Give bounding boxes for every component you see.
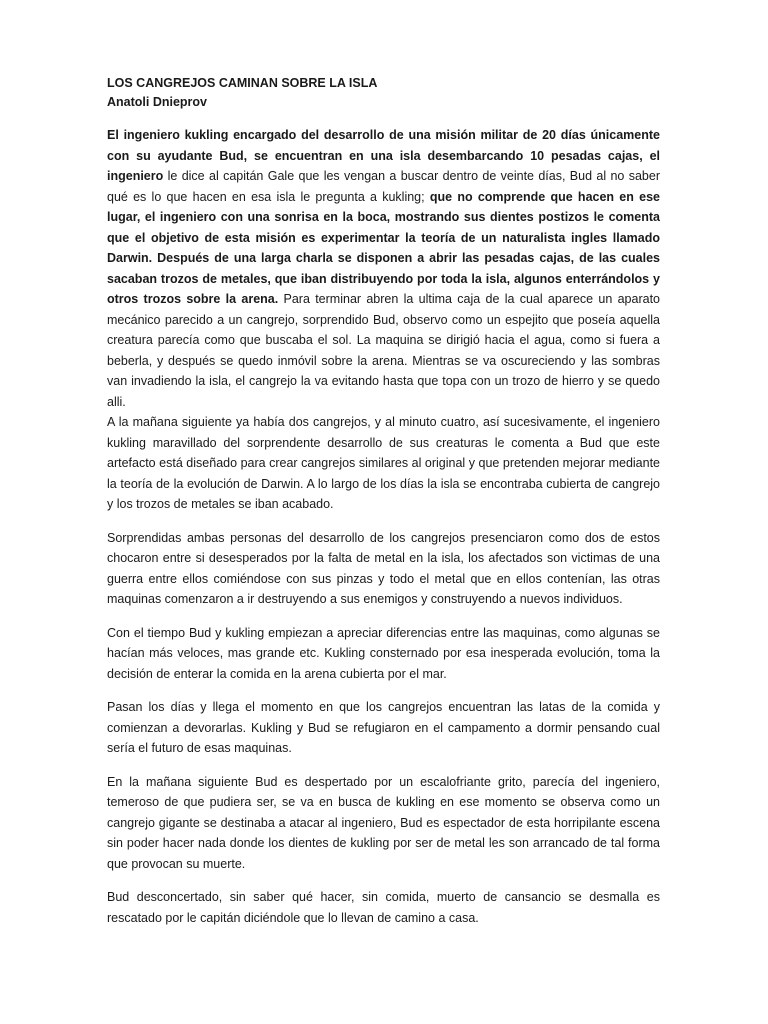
paragraph-1-bold-part-2: que no comprende que hacen en ese lugar, el ingeniero con una sonrisa en la boca, mostrando sus dientes postizos le comenta que el objetivo de esta misión es experimentar la teoría de un naturalista ingles llamado Darwin. Después de una larga charla se disponen a abrir las pesadas cajas, de las cuales sacaban trozos de metales, que iban distribuyendo por toda la isla, algunos enterrándolos y otros trozos sobre la arena. xyxy=(107,189,660,306)
paragraph-1-normal-part-2: Para terminar abren la ultima caja de la cual aparece un aparato mecánico parecido a un cangrejo, sorprendido Bud, observo como un espejito que poseía aquella creatura parecía como que buscaba el sol. La maquina se dirigió hacia el agua, como si fuera a beberla, y después se quedo inmóvil sobre la arena. Mientras se va oscureciendo y las sombras van invadiendo la isla, el cangrejo la va evitando hasta que topa con un trozo de hierro y se quedo alli. xyxy=(107,292,660,409)
paragraph-7: Bud desconcertado, sin saber qué hacer, sin comida, muerto de cansancio se desmalla es rescatado por le capitán diciéndole que lo llevan de camino a casa. xyxy=(107,890,660,925)
document-author: Anatoli Dnieprov xyxy=(107,95,208,109)
paragraph-5: Pasan los días y llega el momento en que los cangrejos encuentran las latas de la comida y comienzan a devorarlas. Kukling y Bud se refugiaron en el campamento a dormir pensando cual sería el futuro de esas maquinas. xyxy=(107,700,660,755)
paragraph-3: Sorprendidas ambas personas del desarrollo de los cangrejos presenciaron como dos de estos chocaron entre si desesperados por la falta de metal en la isla, los afectados son victimas de una guerra entre ellos comiéndose con sus pinzas y todo el metal que en ellos contenían, las otras maquinas comenzaron a ir destruyendo a sus enemigos y construyendo a nuevos individuos. xyxy=(107,530,660,606)
paragraph-1 xyxy=(107,125,660,412)
paragraph-1-bold-part-1: El ingeniero kukling encargado del desarrollo de una misión militar de 20 días únicamente con su ayudante Bud, se encuentran en una isla desembarcando 10 pesadas cajas, el ingeniero xyxy=(107,128,660,183)
paragraph-6: En la mañana siguiente Bud es despertado por un escalofriante grito, parecía del ingeniero, temeroso de que pudiera ser, se va en busca de kukling en ese momento se observa como un cangrejo gigante se destinaba a atacar al ingeniero, Bud es espectador de esta horripilante escena sin poder hacer nada donde los dientes de kukling por ser de metal les son arrancado de tal forma que provocan su muerte. xyxy=(107,774,660,871)
paragraph-2: A la mañana siguiente ya había dos cangrejos, y al minuto cuatro, así sucesivamente, el ingeniero kukling maravillado del sorprendente desarrollo de sus creaturas le comenta a Bud que este artefacto está diseñado para crear cangrejos similares al original y que pretenden mejorar mediante la teoría de la evolución de Darwin. A lo largo de los días la isla se encontraba cubierta de cangrejo y los trozos de metales se iban acabado. xyxy=(107,415,660,511)
document-page xyxy=(107,74,660,941)
paragraph-4: Con el tiempo Bud y kukling empiezan a apreciar diferencias entre las maquinas, como algunas se hacían más veloces, mas grande etc. Kukling consternado por esa inesperada evolución, toma la decisión de enterar la comida en la arena cubierta por el mar. xyxy=(107,625,660,681)
paragraph-1-normal-part-1: le dice al capitán Gale que les vengan a buscar dentro de veinte días, Bud al no saber qué es lo que hacen en esa isla le pregunta a kukling; xyxy=(107,169,661,204)
document-title: LOS CANGREJOS CAMINAN SOBRE LA ISLA xyxy=(107,76,378,90)
